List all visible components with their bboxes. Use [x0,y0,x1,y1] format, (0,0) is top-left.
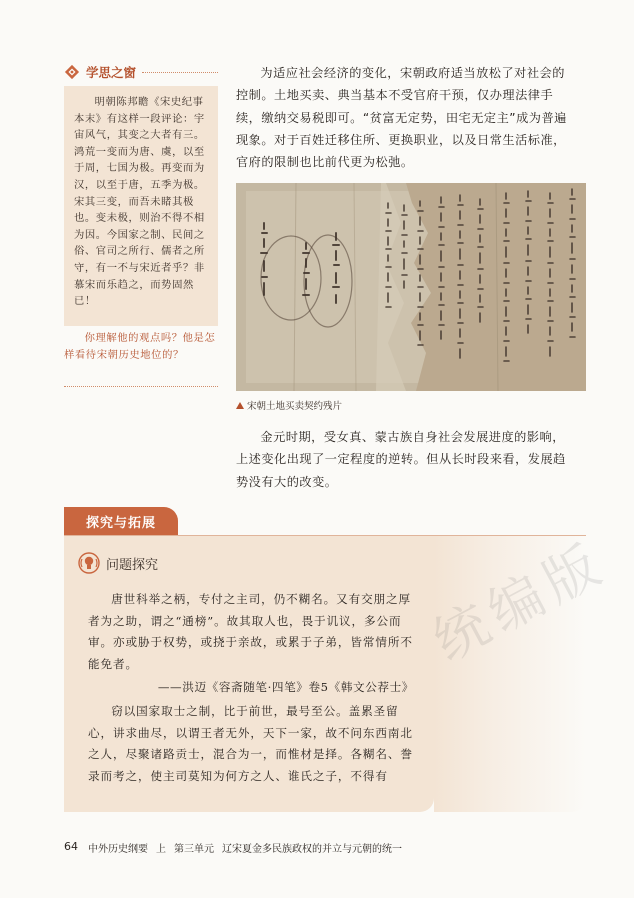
explore-attribution: ——洪迈《容斋随笔·四笔》卷5《韩文公荐士》 [157,680,414,694]
photo-caption [236,398,576,412]
watermark: 统编版 [423,530,617,674]
explore-tab-label: 探究与拓展 [85,515,156,531]
sidebar-quote-box [64,86,218,326]
footer-unit: 第三单元 [174,844,214,855]
sidebar-title-rule [142,72,218,73]
diamond-knot-icon [64,64,80,80]
caption-text: 宋朝土地买卖契约残片 [247,401,343,412]
contract-fragment-photo [236,183,586,391]
footer-volume: 上 [156,844,166,855]
explore-text-1: 唐世科举之柄，专付之主司，仍不糊名。又有交朋之厚者为之助，谓之“通榜”。故其取人也，畏于讥议，多公而审。亦或胁于权势，或挠于亲故，或累于子弟，皆常情所不能免者。 [88,592,413,671]
page-footer [64,840,402,855]
footer-unit-title: 辽宋夏金多民族政权的并立与元朝的统一 [222,844,402,855]
page-number: 64 [64,840,78,853]
explore-tab [64,507,178,535]
inquiry-bulb-icon [78,552,100,574]
inquiry-title: 问题探究 [106,557,159,573]
sidebar-divider [64,386,218,387]
main-paragraph-2: 金元时期，受女真、蒙古族自身社会发展进度的影响，上述变化出现了一定程度的逆转。但从长时段来看，发展趋势没有大的改变。 [236,430,566,489]
caption-triangle-icon [236,402,244,409]
contract-fragment-image [236,183,586,391]
footer-book: 中外历史纲要 [88,844,148,855]
main-paragraph-1: 为适应社会经济的变化，宋朝政府适当放松了对社会的控制。土地买卖、典当基本不受官府干预，仅办理法律手续，缴纳交易税即可。“贫富无定势，田宅无定主”成为普遍现象。对于百姓迁移住所、更换职业，以及日常生活标准，官府的限制也比前代更为松弛。 [236,66,567,170]
explore-text-2: 窃以国家取士之制，比于前世，最号至公。盖累圣留心，讲求曲尽，以谓王者无外，天下一家，故不问东西南北之人，尽聚诸路贡士，混合为一，而惟材是择。各糊名、誊录而考之，使主司莫知为何方之人、谁氏之子，不得有 [88,704,413,783]
sidebar-header [64,62,218,82]
inquiry-header [78,552,158,574]
sidebar-question: 你理解他的观点吗？他是怎样看待宋朝历史地位的？ [64,332,216,361]
sidebar-quote: 明朝陈邦瞻《宋史纪事本末》有这样一段评论：宇宙风气，其变之大者有三。鸿荒一变而为唐、虞，以至于周，七国为极。再变而为汉，以至于唐，五季为极。宋其三变，而吾未睹其极也。变未极，则治不得不相为因。今国家之制、民间之俗、官司之所行、儒者之所守，有一不与宋近者乎？非慕宋而乐趋之，而势固然已！ [74,96,205,308]
sidebar-title: 学思之窗 [86,65,137,80]
